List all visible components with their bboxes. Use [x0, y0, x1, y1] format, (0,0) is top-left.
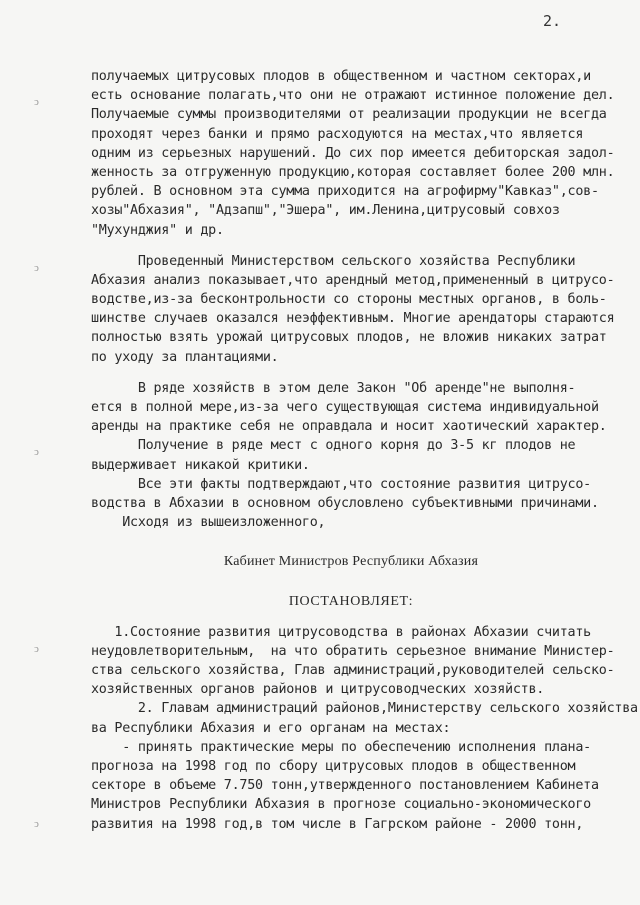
text-line: развития на 1998 год,в том числе в Гагрском районе - 2000 тонн, — [91, 816, 584, 832]
text-line: рублей. В основном эта сумма приходится на агрофирму"Кавказ",сов- — [91, 184, 599, 200]
text-line: Исходя из вышеизложенного, — [91, 515, 326, 531]
text-line: секторе в объеме 7.750 тонн,утвержденного постановлением Кабинета — [91, 778, 599, 794]
paragraph — [91, 67, 615, 240]
text-line: "Мухунджия" и др. — [91, 222, 224, 238]
document-body — [91, 67, 638, 834]
text-line: В ряде хозяйств в этом деле Закон "Об аренде"не выполня- — [91, 380, 576, 396]
text-line: Министров Республики Абхазия в прогнозе социально-экономического — [91, 797, 591, 813]
binder-hole-mark: ↄ — [34, 261, 39, 274]
text-line: неудовлетворительным, на что обратить серьезное внимание Министер- — [91, 643, 615, 659]
text-line: выдерживает никакой критики. — [91, 457, 310, 473]
binder-hole-mark: ↄ — [34, 817, 39, 830]
text-line: водства в Абхазии в основном обусловлено субъективными причинами. — [91, 495, 599, 511]
text-line: женность за отгруженную продукцию,которая составляет более 200 млн. — [91, 164, 615, 180]
decree-heading: ПОСТАНОВЛЯЕТ: — [288, 593, 414, 609]
text-line: Получение в ряде мест с одного корня до 3-5 кг плодов не — [91, 438, 576, 454]
text-line: 2. Главам администраций районов,Министерству сельского хозяйства — [91, 701, 638, 717]
decree-item-2 — [91, 699, 638, 833]
cabinet-heading: Кабинет Министров Республики Абхазия — [223, 554, 479, 570]
binder-hole-mark: ↄ — [34, 95, 39, 108]
text-line: одним из серьезных нарушений. До сих пор имеется дебиторская задол- — [91, 145, 615, 161]
text-line: полностью взять урожай цитрусовых плодов, не вложив никаких затрат — [91, 330, 607, 346]
text-line: прогноза на 1998 год по сбору цитрусовых плодов в общественном — [91, 759, 576, 774]
text-line: проходят через банки и прямо расходуются на местах,что является — [91, 126, 584, 142]
text-line: хозы"Абхазия", "Адзапш","Эшера", им.Ленина,цитрусовый совхоз — [91, 203, 560, 219]
text-line: ется в полной мере,из-за чего существующая система индивидуальной — [91, 400, 599, 415]
text-line: ства сельского хозяйства, Глав администраций,руководителей сельско- — [91, 663, 615, 679]
binder-hole-mark: ↄ — [34, 642, 39, 655]
text-line: есть основание полагать,что они не отражают истинное положение дел. — [91, 88, 615, 104]
text-line: 1.Состояние развития цитрусоводства в районах Абхазии считать — [91, 624, 591, 640]
text-line: хозяйственных органов районов и цитрусоводческих хозяйств. — [91, 682, 545, 698]
page-number: 2. — [543, 12, 562, 30]
text-line: аренды на практике себя не оправдала и носит хаотический характер. — [91, 419, 607, 435]
text-line: ва Республики Абхазия и его органам на местах: — [91, 720, 451, 736]
text-line: Получаемые суммы производителями от реализации продукции не всегда — [91, 107, 607, 123]
text-line: шинстве случаев оказался неэффективным. Многие арендаторы стараются — [91, 311, 615, 327]
text-line: Абхазия анализ показывает,что арендный метод,примененный в цитрусо- — [91, 272, 615, 288]
text-line: Все эти факты подтверждают,что состояние развития цитрусо- — [91, 476, 591, 492]
decree-item-1 — [91, 623, 615, 700]
binder-hole-mark: ↄ — [34, 445, 39, 458]
text-line: получаемых цитрусовых плодов в общественном и частном секторах,и — [91, 69, 591, 84]
paragraph — [91, 252, 615, 367]
paragraph — [91, 436, 611, 474]
paragraph — [91, 475, 611, 533]
text-line: Проведенный Министерством сельского хозяйства Республики — [91, 253, 576, 269]
text-line: по уходу за плантациями. — [91, 349, 279, 365]
text-line: водстве,из-за бесконтрольности со стороны местных органов, в боль- — [91, 292, 607, 308]
text-line: - принять практические меры по обеспечению исполнения плана- — [91, 739, 591, 755]
paragraph — [91, 379, 611, 437]
